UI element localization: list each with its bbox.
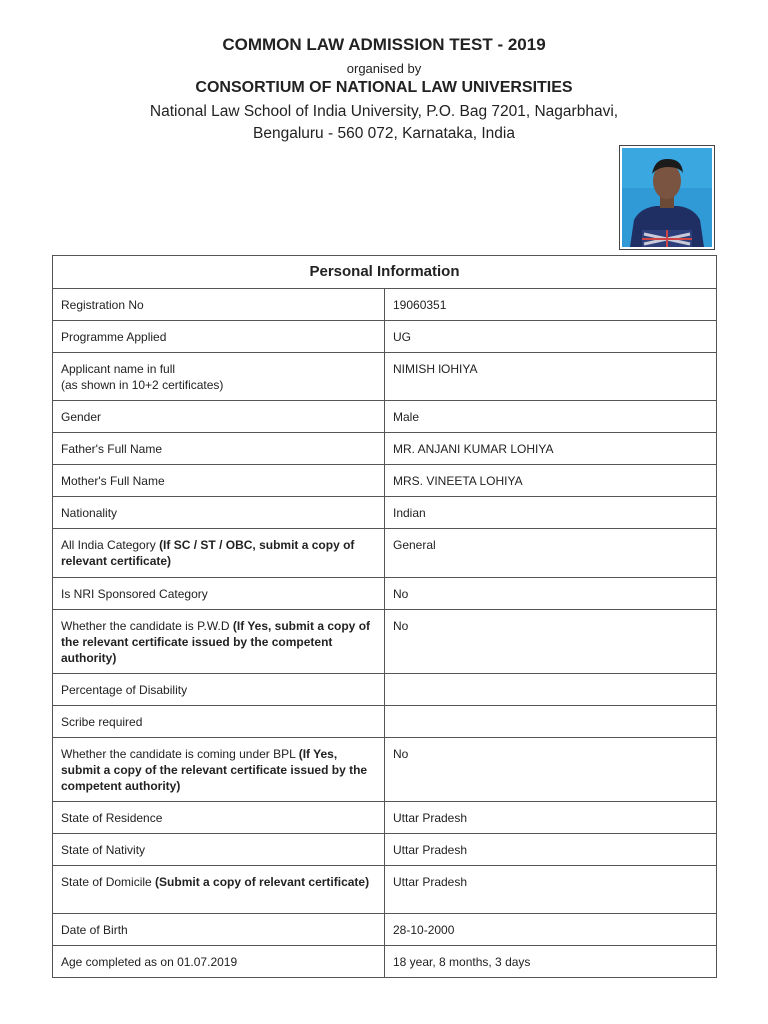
row-value: Uttar Pradesh xyxy=(385,802,717,834)
table-row xyxy=(53,321,717,353)
row-value: Uttar Pradesh xyxy=(385,866,717,914)
table-row xyxy=(53,834,717,866)
personal-information-table xyxy=(52,255,717,978)
table-row xyxy=(53,353,717,401)
row-value: No xyxy=(385,578,717,610)
row-label-text: Whether the candidate is coming under BPL xyxy=(61,747,299,761)
table-row xyxy=(53,706,717,738)
row-value: No xyxy=(385,610,717,674)
row-value: MR. ANJANI KUMAR LOHIYA xyxy=(385,433,717,465)
row-label: Nationality xyxy=(53,497,385,529)
applicant-photo xyxy=(619,145,715,250)
row-label-note: (If Yes, submit a copy of the relevant certificate issued by the competent authority) xyxy=(61,747,368,793)
row-value: Indian xyxy=(385,497,717,529)
row-label xyxy=(53,866,385,914)
row-value: MRS. VINEETA LOHIYA xyxy=(385,465,717,497)
row-label: Mother's Full Name xyxy=(53,465,385,497)
section-title: Personal Information xyxy=(53,256,717,289)
row-label-text: Whether the candidate is P.W.D xyxy=(61,619,233,633)
address-line-1: National Law School of India University, P.O. Bag 7201, Nagarbhavi, xyxy=(149,103,619,120)
row-value: Uttar Pradesh xyxy=(385,834,717,866)
row-value: General xyxy=(385,529,717,578)
organisation-name: CONSORTIUM OF NATIONAL LAW UNIVERSITIES xyxy=(195,79,573,96)
row-value: 18 year, 8 months, 3 days xyxy=(385,946,717,978)
row-label-note: (Submit a copy of relevant certificate) xyxy=(155,875,370,889)
row-value xyxy=(385,674,717,706)
row-label: Registration No xyxy=(53,289,385,321)
table-row xyxy=(53,433,717,465)
row-label: Programme Applied xyxy=(53,321,385,353)
table-row xyxy=(53,401,717,433)
row-label-line-1: Applicant name in full xyxy=(61,362,176,376)
row-label: Father's Full Name xyxy=(53,433,385,465)
row-label-text: State of Domicile xyxy=(61,875,156,889)
applicant-photo-icon xyxy=(622,148,712,247)
table-row xyxy=(53,529,717,578)
row-label: Scribe required xyxy=(53,706,385,738)
table-row xyxy=(53,578,717,610)
row-label: Percentage of Disability xyxy=(53,674,385,706)
table-row xyxy=(53,946,717,978)
row-label: Age completed as on 01.07.2019 xyxy=(53,946,385,978)
row-value: No xyxy=(385,738,717,802)
row-label: State of Residence xyxy=(53,802,385,834)
row-value: 19060351 xyxy=(385,289,717,321)
row-label xyxy=(53,610,385,674)
row-label: Gender xyxy=(53,401,385,433)
row-label: State of Nativity xyxy=(53,834,385,866)
row-value: NIMISH lOHIYA xyxy=(385,353,717,401)
row-value: 28-10-2000 xyxy=(385,914,717,946)
row-value: UG xyxy=(385,321,717,353)
row-label: Is NRI Sponsored Category xyxy=(53,578,385,610)
row-value: Male xyxy=(385,401,717,433)
row-label xyxy=(53,529,385,578)
row-label-note: (If Yes, submit a copy of the relevant certificate issued by the competent authority) xyxy=(61,619,371,665)
table-row xyxy=(53,738,717,802)
row-label-text: All India Category xyxy=(61,538,160,552)
row-label-line-2: (as shown in 10+2 certificates) xyxy=(61,378,224,392)
table-row xyxy=(53,497,717,529)
exam-title: COMMON LAW ADMISSION TEST - 2019 xyxy=(222,35,546,54)
table-row xyxy=(53,610,717,674)
address-line-2: Bengaluru - 560 072, Karnataka, India xyxy=(253,125,515,142)
organised-by-text: organised by xyxy=(346,61,422,76)
table-row xyxy=(53,914,717,946)
row-value xyxy=(385,706,717,738)
table-row xyxy=(53,866,717,914)
row-label xyxy=(53,738,385,802)
row-label-note: (If SC / ST / OBC, submit a copy of relevant certificate) xyxy=(61,538,355,568)
table-row xyxy=(53,465,717,497)
row-label: Date of Birth xyxy=(53,914,385,946)
table-row xyxy=(53,289,717,321)
table-row xyxy=(53,674,717,706)
row-label xyxy=(53,353,385,401)
table-row xyxy=(53,802,717,834)
